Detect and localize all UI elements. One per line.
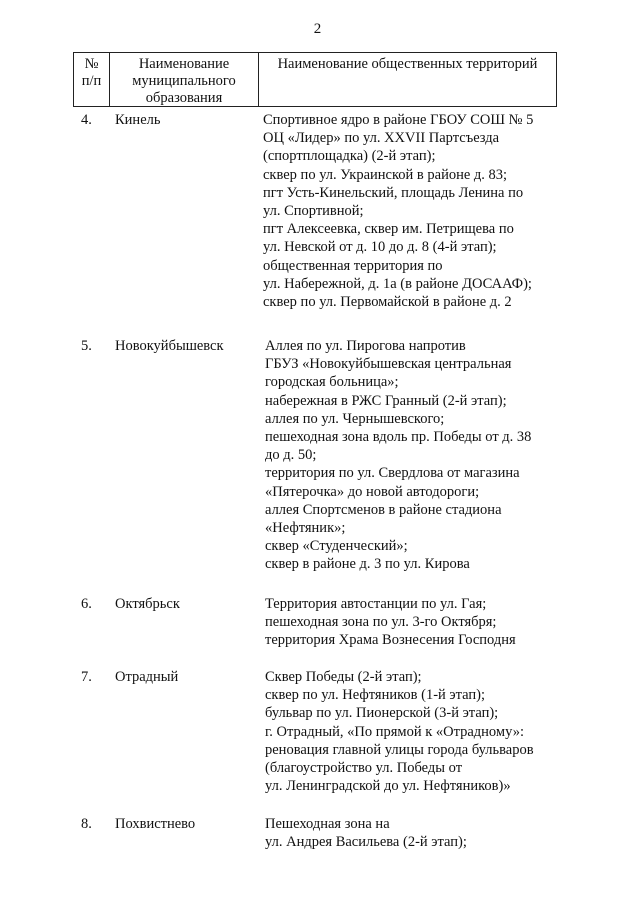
- territory-line: «Пятерочка» до новой автодороги;: [265, 483, 480, 500]
- header-municipality-cell: [109, 53, 258, 106]
- row-number: 4.: [81, 112, 92, 128]
- header-municipality-line: муниципального: [132, 73, 236, 89]
- territory-line: пешеходная зона по ул. 3-го Октября;: [265, 614, 497, 631]
- territory-line: сквер по ул. Нефтяников (1-й этап);: [265, 687, 486, 704]
- territory-list: [265, 337, 565, 574]
- territory-list: [263, 111, 563, 311]
- header-territories-cell: [258, 53, 556, 106]
- territory-line: сквер «Студенческий»;: [265, 538, 408, 555]
- territory-line: бульвар по ул. Пионерской (3-й этап);: [265, 705, 499, 722]
- row-number: 6.: [81, 596, 92, 612]
- territory-line: аллея Спортсменов в районе стадиона: [265, 501, 502, 518]
- header-num-cell: [74, 53, 109, 106]
- territory-line: пгт Усть-Кинельский, площадь Ленина по: [263, 184, 524, 201]
- territory-line: Аллея по ул. Пирогова напротив: [265, 338, 466, 354]
- row-number: 8.: [81, 816, 92, 832]
- territory-line: ул. Спортивной;: [263, 203, 364, 220]
- territory-line: ОЦ «Лидер» по ул. XXVII Партсъезда: [263, 130, 500, 147]
- territory-line: общественная территория по: [263, 257, 443, 274]
- territory-line: территория Храма Вознесения Господня: [265, 632, 516, 649]
- territory-line: сквер в районе д. 3 по ул. Кирова: [265, 556, 470, 573]
- municipality-name: Октябрьск: [115, 596, 180, 612]
- header-municipality-line: Наименование: [138, 56, 230, 72]
- header-municipality-line: образования: [145, 90, 223, 106]
- territory-line: территория по ул. Свердлова от магазина: [265, 465, 520, 482]
- header-num-line: п/п: [81, 73, 102, 89]
- municipality-name: Новокуйбышевск: [115, 338, 224, 354]
- territory-line: ул. Андрея Васильева (2-й этап);: [265, 834, 467, 851]
- territory-line: реновация главной улицы города бульваров: [265, 741, 534, 758]
- row-number: 7.: [81, 669, 92, 685]
- municipality-name: Кинель: [115, 112, 161, 128]
- header-num-line: №: [84, 56, 99, 72]
- territory-line: сквер по ул. Первомайской в районе д. 2: [263, 294, 512, 311]
- territory-line: г. Отрадный, «По прямой к «Отрадному»:: [265, 723, 524, 740]
- territory-line: пешеходная зона вдоль пр. Победы от д. 38: [265, 429, 532, 446]
- territory-list: [265, 595, 565, 650]
- territory-line: пгт Алексеевка, сквер им. Петрищева по: [263, 221, 514, 238]
- territory-line: Спортивное ядро в районе ГБОУ СОШ № 5: [263, 112, 534, 128]
- territory-list: [265, 668, 565, 795]
- territory-line: городская больница»;: [265, 374, 399, 391]
- territory-line: ул. Невской от д. 10 до д. 8 (4-й этап);: [263, 239, 497, 256]
- territory-line: Территория автостанции по ул. Гая;: [265, 596, 487, 612]
- territory-line: «Нефтяник»;: [265, 520, 346, 537]
- territory-line: (благоустройство ул. Победы от: [265, 760, 463, 777]
- territory-line: Сквер Победы (2-й этап);: [265, 669, 422, 685]
- territory-line: ул. Ленинградской до ул. Нефтяников)»: [265, 778, 511, 795]
- table-header: [73, 52, 557, 107]
- territory-line: (спортплощадка) (2-й этап);: [263, 148, 436, 165]
- territory-list: [265, 815, 565, 851]
- territory-line: аллея по ул. Чернышевского;: [265, 410, 445, 427]
- municipality-name: Похвистнево: [115, 816, 196, 832]
- territory-line: ул. Набережной, д. 1а (в районе ДОСААФ);: [263, 275, 532, 292]
- territory-line: до д. 50;: [265, 447, 317, 464]
- header-territories-label: Наименование общественных территорий: [277, 56, 538, 72]
- territory-line: набережная в РЖС Гранный (2-й этап);: [265, 392, 507, 409]
- territory-line: Пешеходная зона на: [265, 816, 390, 832]
- territory-line: ГБУЗ «Новокуйбышевская центральная: [265, 356, 512, 373]
- row-number: 5.: [81, 338, 92, 354]
- page-number: 2: [313, 21, 322, 37]
- municipality-name: Отрадный: [115, 669, 179, 685]
- territory-line: сквер по ул. Украинской в районе д. 83;: [263, 166, 508, 183]
